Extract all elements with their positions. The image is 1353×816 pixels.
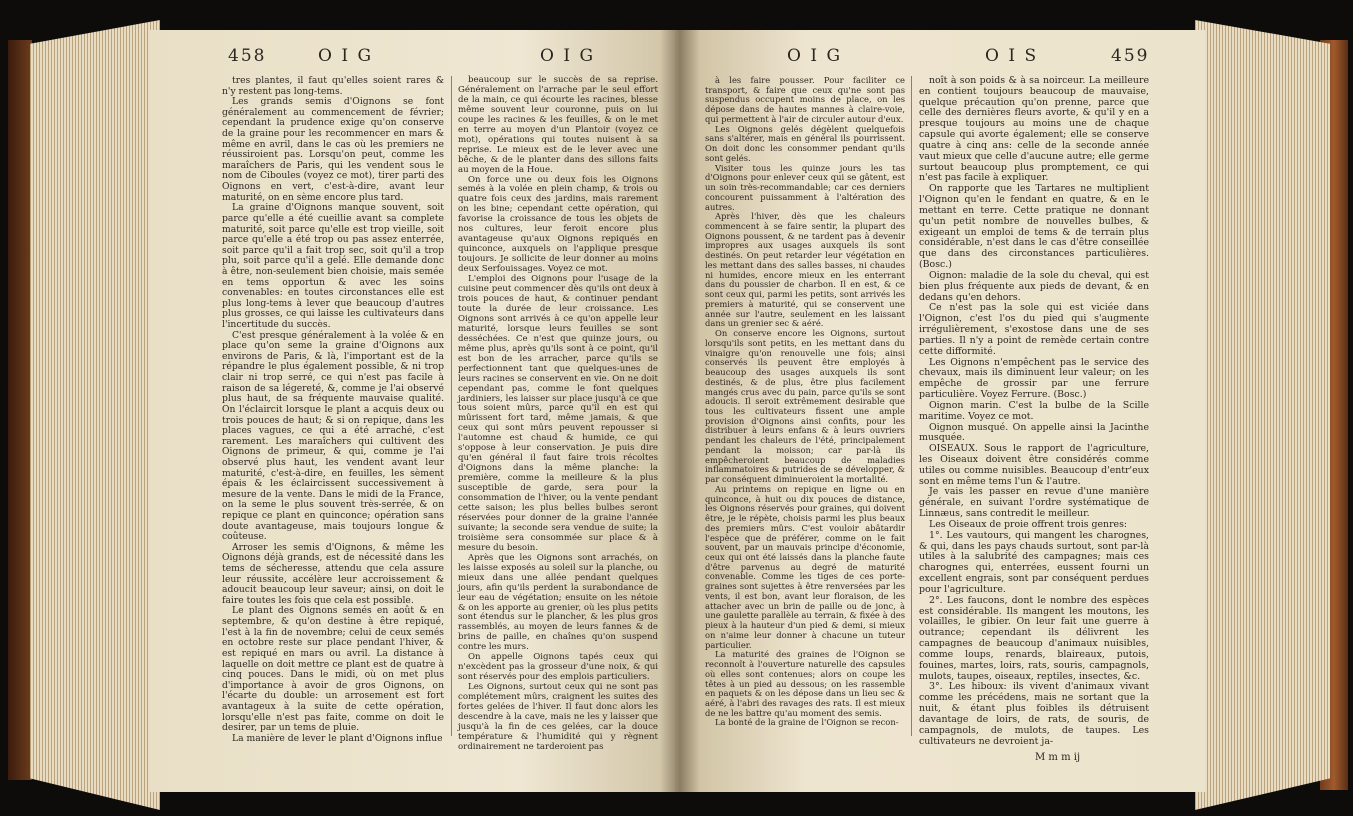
paragraph: Le plant des Oignons semés en août & en septembre, & qu'on destine à être repiqué, l'est à la fin de novembre; celui de ceux semés en octobre reste sur place pendant l'hiver, & est repiqué en mars ou avril. La distance à laquelle on doit mettre ce plant est de quatre à cinq pouces. Dans le midi, où on met plus d'importance à avoir de gros Oignons, on l'écarte du double: un arrosement est fort avantageux à la suite de cette opération, lorsqu'elle n'est pas faite, comme on doit le desirer, par un tems de pluie.: [222, 605, 444, 734]
text-column: [919, 76, 1149, 747]
text-column: [705, 76, 905, 728]
paragraph: 3°. Les hiboux: ils vivent d'animaux vivant comme les précédens, mais ne sortant que la nuit, & étant plus foibles ils détruisent davantage de loirs, de rats, de souris, de campagnols, de mulots, de taupes. Les cultivateurs ne devroient ja-: [919, 681, 1149, 747]
paragraph: à les faire pousser. Pour faciliter ce transport, & faire que ceux qu'ne sont pas suspendus occupent moins de place, on les dépose dans de hautes mannes à claire-voie, qui permettent à l'air de circuler autour d'eux.: [705, 75, 905, 124]
paragraph: Les grands semis d'Oignons se font généralement au commencement de février; cependant la prudence exige qu'on conserve de la graine pour les recommencer en mars & même en avril, dans le cas où les premiers ne réussiroient pas. Lorsqu'on peut, comme les maraîchers de Paris, qui les vendent sous le nom de Ciboules (voyez ce mot), tirer parti des Oignons en vert, c'est-à-dire, avant leur maturité, on en sème encore plus tard.: [222, 96, 444, 203]
paragraph: La manière de lever le plant d'Oignons influe: [232, 732, 443, 744]
paragraph: Oignon: maladie de la sole du cheval, qui est bien plus fréquente aux pieds de devant, & en dedans qu'en dehors.: [919, 269, 1149, 303]
column-rule: [451, 76, 452, 736]
paragraph: C'est presque généralement à la volée & en place qu'on seme la graine d'Oignons aux environs de Paris, & là, l'important est de la répandre le plus également possible, & ni trop clair ni trop serré, ce qui n'est pas facile à raison de sa légereté, &, comme je l'ai observé plus haut, de sa fréquente mauvaise qualité. On l'éclaircit lorsque le plant a acquis deux ou trois pouces de haut; & si on repique, dans les places vagues, ce qui a été arraché, c'est rarement. Les maraîchers qui cultivent des Oignons de primeur, & qui, comme je l'ai observé plus haut, les vendent avant leur maturité, c'est-à-dire, en feuilles, les sèment épais & les éclaircissent successivement à mesure de la vente. Dans le midi de la France, on la seme le plus souvent très-serrée, & on repique ce plant en quinconce; opération sans doute avantageuse, mais toujours longue & coûteuse.: [222, 329, 444, 543]
paragraph: Après que les Oignons sont arrachés, on les laisse exposés au soleil sur la planche, ou mieux dans une allée pendant quelques jours, afin qu'ils perdent la surabondance de leur eau de végétation; ensuite on les nétoie & on les apporte au grenier, où les plus petits sont étendus sur le plancher, & les plus gros rassemblés, au moyen de leurs fannes & de brins de paille, en chaînes qu'on suspend contre les murs.: [458, 552, 658, 653]
running-head: O I S: [985, 46, 1039, 66]
paragraph: Les Oiseaux de proie offrent trois genres:: [929, 518, 1128, 530]
book-gutter: [660, 30, 700, 792]
signature-mark: M m m ij: [1035, 752, 1081, 763]
paragraph: Au printems on repique en ligne ou en quinconce, à huit ou dix pouces de distance, les Oignons réservés pour graines, qui doivent être, je le répète, choisis parmi les plus beaux des premiers mûrs. C'est vouloir abâtardir l'espèce que de préférer, comme on le fait souvent, par un mauvais principe d'économie, ceux qui ont été laissés dans la planche faute d'être parvenus au degré de maturité convenable. Comme les tiges de ces porte-graines sont sujettes à être renversées par les vents, il est bon, avant leur floraison, de les attacher avec un brin de paille ou de jonc, à une gaulette parallèle au terrain, & fixée à des pieux à la hauteur d'un pied & demi, si mieux on n'aime leur donner à chacune un tuteur particulier.: [705, 483, 905, 650]
running-head: O I G: [318, 46, 374, 66]
paragraph: Les Oignons n'empêchent pas le service des chevaux, mais ils diminuent leur valeur; on les empêche de grossir par une ferrure particulière. Voyez Ferrure. (Bosc.): [919, 356, 1149, 401]
page-number: 458: [228, 46, 267, 66]
paragraph: On appelle Oignons tapés ceux qui n'excèdent pas la grosseur d'une noix, & qui sont réservés pour des emplois particuliers.: [458, 652, 658, 683]
running-head: O I G: [787, 46, 843, 66]
paragraph: La bonté de la graine de l'Oignon se recon-: [715, 717, 899, 728]
paragraph: Visiter tous les quinze jours les tas d'Oignons pour enlever ceux qui se gâtent, est un soin très-recommandable; car ces derniers concourent puissamment à l'altération des autres.: [705, 162, 905, 212]
text-column: [222, 76, 444, 744]
paragraph: La maturité des graines de l'Oignon se reconnoît à l'ouverture naturelle des capsules où elles sont contenues; alors on coupe les têtes à un pied au dessous; on les rassemble en paquets & on les dépose dans un lieu sec & aéré, à l'abri des ravages des rats. Il est mieux de ne les battre qu'au moment des semis.: [705, 649, 905, 718]
paragraph: beaucoup sur le succès de sa reprise. Généralement on l'arrache par le seul effort de la main, ce qui écourte les racines, blesse même souvent leur couronne, puis on lui coupe les racines & les feuilles, & on le met en terre au moyen d'un Plantoir (voyez ce mot), opérations qui toutes nuisent à sa reprise. Le mieux est de le lever avec une bêche, & de le planter dans des sillons faits au moyen de la Houe.: [458, 75, 658, 175]
paragraph: La graine d'Oignons manque souvent, soit parce qu'elle a été cueillie avant sa complete maturité, soit parce qu'elle est trop vieille, soit parce qu'elle a été trop ou pas assez enterrée, soit parce qu'il a fait trop sec, soit qu'il a trop plu, soit parce qu'il a gelé. Elle demande donc à être, non-seulement bien choisie, mais semée en tems opportun & avec les soins convenables: en toutes circonstances elle est plus long-tems à lever que beaucoup d'autres plus grosses, ce qui laisse les cultivateurs dans l'incertitude du succès.: [222, 202, 444, 331]
column-rule: [911, 76, 912, 736]
paragraph: Ce n'est pas la sole qui est viciée dans l'Oignon, c'est l'os du pied qui s'augmente irrégulièrement, s'exostose dans une de ses parties. Il n'y a point de remède certain contre cette difformité.: [919, 302, 1149, 357]
paragraph: On force une ou deux fois les Oignons semés à la volée en plein champ, & trois ou quatre fois ceux des jardins, mais rarement on les bine; cependant cette opération, qui favorise la croissance de tous les objets de nos cultures, leur feroit encore plus avantageuse qu'aux Oignons repiqués en quinconce, auxquels on l'applique presque toujours. Je sollicite de leur donner au moins deux Serfouissages. Voyez ce mot.: [458, 174, 658, 275]
paragraph: Après l'hiver, dès que les chaleurs commencent à se faire sentir, la plupart des Oignons poussent, & ne tardent pas à devenir impropres aux usages auxquels ils sont destinés. On peut retarder leur végétation en les mettant dans des salles basses, ni chaudes ni humides, encore mieux en les enterrant dans du poussier de charbon. Il en est, & ce sont ceux qui, parmi les petits, sont arrivés les premiers à maturité, qui se conservent une année sur l'autre, seulement en les laissant dans un grenier sec & aéré.: [705, 211, 905, 329]
right-page: [675, 30, 1205, 792]
page-edges-left: [30, 20, 160, 810]
paragraph: On rapporte que les Tartares ne multiplient l'Oignon qu'en le fendant en quatre, & en le mettant en terre. Cette pratique ne donnant qu'un petit nombre de nouvelles bulbes, & exigeant un emploi de tems & de terrain plus considérable, n'est dans le cas d'être conseillée que dans des circonstances particulières. (Bosc.): [919, 183, 1149, 271]
page-number: 459: [1111, 46, 1150, 66]
book-cover-left: [8, 40, 32, 780]
paragraph: On conserve encore les Oignons, surtout lorsqu'ils sont petits, en les mettant dans du vinaigre qu'on renouvelle une fois; ainsi conservés ils peuvent être employés à beaucoup des usages auxquels ils sont destinés, & de plus, être plus facilement mangés crus avec du pain, parce qu'ils se sont adoucis. Il seroit extrêmement desirable que tous les cultivateurs fissent une ample provision d'Oignons ainsi confits, pour les distribuer à leurs enfans & à leurs ouvriers pendant les chaleurs de l'été, principalement pendant la moisson; car par-là ils empêcheroient beaucoup de maladies inflammatoires & putrides de se développer, & par conséquent diminueroient la mortalité.: [705, 328, 905, 485]
paragraph: Les Oignons gelés dégèlent quelquefois sans s'altérer, mais en général ils pourrissent. On doit donc les consommer pendant qu'ils sont gelés.: [705, 123, 905, 163]
paragraph: Oignon marin. C'est la bulbe de la Scille maritime. Voyez ce mot.: [919, 399, 1149, 422]
paragraph: L'emploi des Oignons pour l'usage de la cuisine peut commencer dès qu'ils ont deux à trois pouces de haut, & continuer pendant toute la durée de leur croissance. Les Oignons sont arrivés à ce qu'on appelle leur maturité, lorsque leurs feuilles se sont desséchées. Ce n'est que quinze jours, ou même plus, après qu'ils sont à ce point, qu'il est bon de les arracher, parce qu'ils se perfectionnent tant que quelques-unes de leurs racines se conservent en vie. On ne doit cependant pas, comme le font quelques jardiniers, les laisser sur place jusqu'à ce que tous soient mûrs, parce qu'il en est qui mûrissent fort tard, même jamais, & que ceux qui sont mûrs peuvent repousser si l'automne est chaud & humide, ce qui s'oppose à leur conservation. Je puis dire qu'en général il faut faire trois récoltes d'Oignons dans la même planche: la première, comme la meilleure & la plus susceptible de garde, sera pour la consommation de l'hiver, ou la vente pendant cette saison; les plus belles bulbes seront réservées pour donner de la graine l'année suivante; la seconde sera vendue de suite; la troisième sera consommée sur place & à mesure du besoin.: [458, 274, 658, 553]
paragraph: OISEAUX. Sous le rapport de l'agriculture, les Oiseaux doivent être considérés comme utiles ou comme nuisibles. Beaucoup d'entr'eux sont en même tems l'un & l'autre.: [919, 443, 1149, 487]
text-column: [458, 76, 658, 753]
paragraph: 1°. Les vautours, qui mangent les charognes, & qui, dans les pays chauds surtout, sont par-là utiles à la salubrité des campagnes; mais ces charognes qui, enterrées, eussent fourni un excellent engrais, sont par conséquent perdues pour l'agriculture.: [919, 529, 1149, 595]
paragraph: tres plantes, il faut qu'elles soient rares & n'y restent pas long-tems.: [222, 75, 444, 97]
paragraph: Arroser les semis d'Oignons, & même les Oignons déjà grands, est de nécessité dans les tems de sécheresse, attendu que cela assure leur réussite, accélère leur accroissement & adoucit beaucoup leur saveur; ainsi, on doit le faire toutes les fois que cela est possible.: [222, 541, 444, 606]
page-edges-right: [1195, 20, 1330, 810]
left-page: [150, 30, 680, 792]
paragraph: Je vais les passer en revue d'une manière générale, en suivant l'ordre systématique de Linnæus, sans contredit le meilleur.: [919, 486, 1149, 520]
paragraph: 2°. Les faucons, dont le nombre des espèces est considérable. Ils mangent les moutons, les volailles, le gibier. On leur fait une guerre à outrance; cependant ils délivrent les campagnes de beaucoup d'animaux nuisibles, comme loups, renards, blaireaux, putois, fouines, martes, loirs, rats, souris, campagnols, mulots, taupes, oiseaux, reptiles, insectes, &c.: [919, 594, 1149, 682]
paragraph: Oignon musqué. On appelle ainsi la Jacinthe musquée.: [919, 421, 1149, 444]
running-head: O I G: [540, 46, 596, 66]
paragraph: Les Oignons, surtout ceux qui ne sont pas complétement mûrs, craignent les suites des fortes gelées de l'hiver. Il faut donc alors les descendre à la cave, mais ne les y laisser que jusqu'à la fin de ces gelées, car la douce température & l'humidité qui y règnent ordinairement ne tarderoient pas: [458, 682, 658, 752]
paragraph: noît à son poids & à sa noirceur. La meilleure en contient toujours beaucoup de mauvaise, quelque précaution qu'on prenne, parce que celle des dernières fleurs avorte, & qu'il y en a presque toujours au moins une de chaque capsule qui avorte également; elle se conserve quatre à cinq ans: celle de la seconde année vaut mieux que celle d'aucune autre; elle germe surtout beaucoup plus promptement, ce qui n'est pas facile à expliquer.: [919, 75, 1149, 184]
